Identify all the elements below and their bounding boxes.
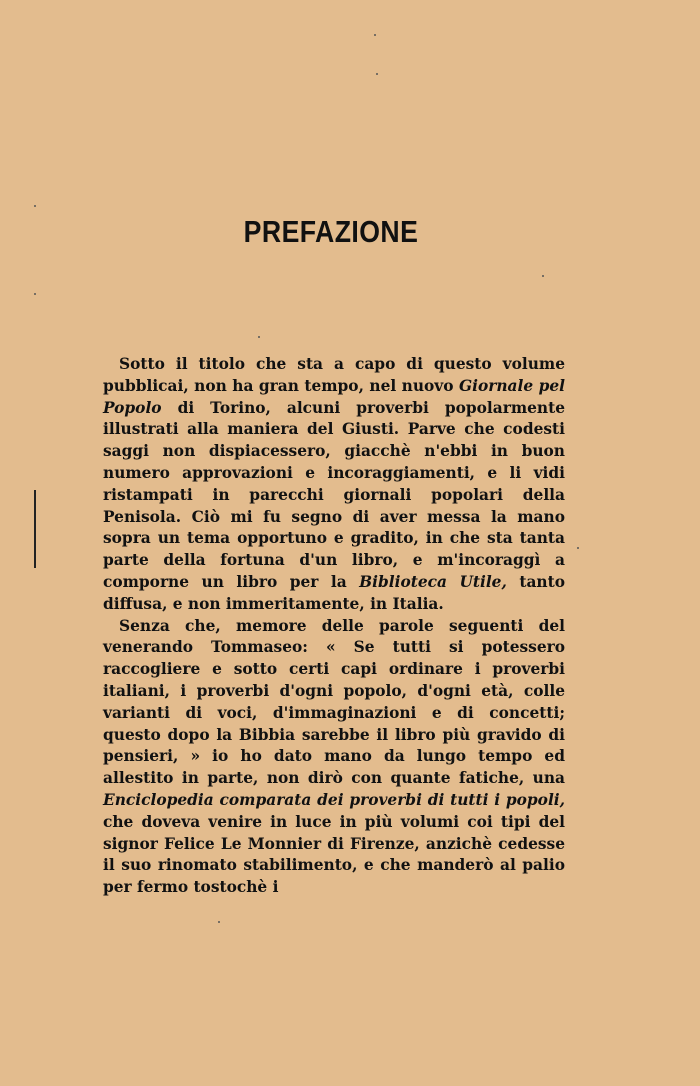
text-segment: Sotto il titolo che sta a capo di questo volume pubblicai, non ha gran tempo, nel nuovo [103, 355, 565, 395]
paper-speck [542, 275, 544, 277]
text-segment: tanto diffusa, e non immeritamente, in Italia. [103, 572, 565, 613]
text-segment: di Torino, alcuni proverbi popolarmente illustrati alla maniera del Giusti. Parve che codesti saggi non dispiacessero, giacchè n'ebbi in buon numero approvazioni e incoraggiamenti, e li vidi ristampati in parecchi giornali popolari della Penisola. Ciò mi fu segno di aver messa la mano sopra un tema opportuno e gradito, in che sta tanta parte della fortuna d'un libro, e m'incoraggì a comporne un libro per la [103, 398, 565, 591]
paper-speck [218, 921, 220, 923]
paragraph-2 [103, 616, 565, 899]
paper-speck [258, 336, 260, 338]
paper-speck [34, 293, 36, 295]
paper-speck [376, 73, 378, 75]
paper-speck [374, 34, 376, 36]
italic-segment: Enciclopedia comparata dei proverbi di tutti i popoli, [103, 790, 565, 809]
paper-speck [577, 547, 579, 549]
page-title: PREFAZIONE [243, 214, 419, 249]
italic-segment: Giornale pel Popolo [103, 376, 565, 417]
paragraph-1 [103, 354, 565, 616]
italic-segment: Biblioteca Utile, [359, 572, 507, 591]
body-text [103, 354, 565, 899]
text-segment: Senza che, memore delle parole seguenti del venerando Tommaseo: « Se tutti si potessero raccogliere e sotto certi capi ordinare i proverbi italiani, i proverbi d'ogni popolo, d'ogni età, colle varianti di voci, d'immaginazioni e di concetti; questo dopo la Bibbia sarebbe il libro più gravido di pensieri, » io ho dato mano da lungo tempo ed allestito in parte, non dirò con quante fatiche, una [103, 616, 565, 788]
margin-mark [34, 490, 36, 568]
paper-speck [34, 205, 36, 207]
text-segment: che doveva venire in luce in più volumi coi tipi del signor Felice Le Monnier di Firenze, anzichè cedesse il suo rinomato stabilimento, e che manderò al palio per fermo tostochè i [103, 812, 565, 897]
